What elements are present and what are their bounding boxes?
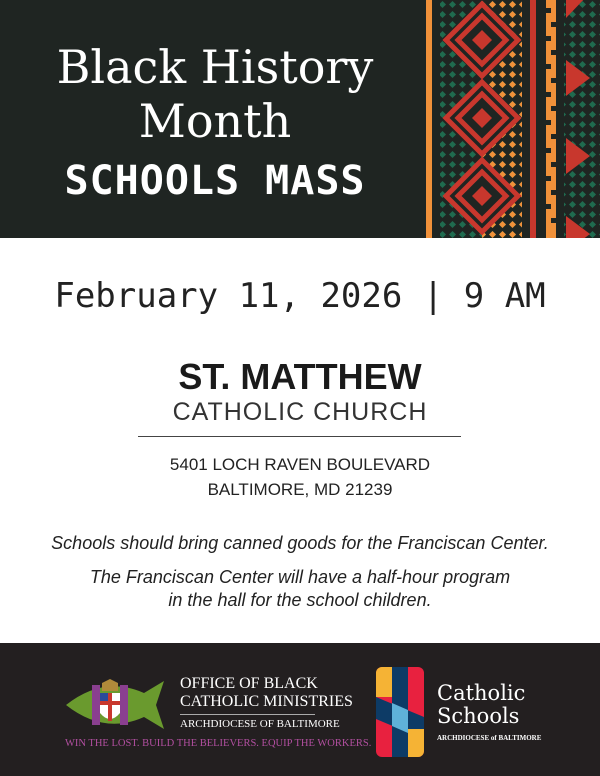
catholic-schools-logo-mark xyxy=(376,667,424,757)
divider xyxy=(138,436,461,437)
title-line-2: Month xyxy=(138,94,292,148)
obcm-divider xyxy=(180,714,315,715)
catholic-schools-line-2: Schools xyxy=(437,704,520,728)
note-line-1: Schools should bring canned goods for the Franciscan Center. xyxy=(51,533,549,553)
title-line-1: Black History xyxy=(56,40,374,94)
catholic-schools-line-1: Catholic xyxy=(437,681,526,705)
note-line-3: in the hall for the school children. xyxy=(168,590,432,610)
kente-pattern xyxy=(418,0,600,238)
footer xyxy=(0,643,600,776)
church-name: ST. MATTHEW xyxy=(178,356,422,397)
note-line-2: The Franciscan Center will have a half-hour program xyxy=(89,567,511,587)
obcm-line-3: ARCHDIOCESE OF BALTIMORE xyxy=(180,718,340,730)
obcm-line-2: CATHOLIC MINISTRIES xyxy=(180,693,353,710)
obcm-motto: WIN THE LOST. BUILD THE BELIEVERS. EQUIP THE WORKERS. xyxy=(65,738,372,749)
title-line-3: SCHOOLS MASS xyxy=(64,158,366,204)
address-line-2: BALTIMORE, MD 21239 xyxy=(207,480,393,499)
obcm-fish-logo xyxy=(64,679,174,731)
event-date-time: February 11, 2026 | 9 AM xyxy=(54,276,546,316)
catholic-schools-line-3: ARCHDIOCESE of BALTIMORE xyxy=(437,734,542,742)
church-type: CATHOLIC CHURCH xyxy=(172,398,428,426)
header-banner xyxy=(0,0,600,238)
address-line-1: 5401 LOCH RAVEN BOULEVARD xyxy=(169,455,431,474)
obcm-line-1: OFFICE OF BLACK xyxy=(180,675,318,692)
